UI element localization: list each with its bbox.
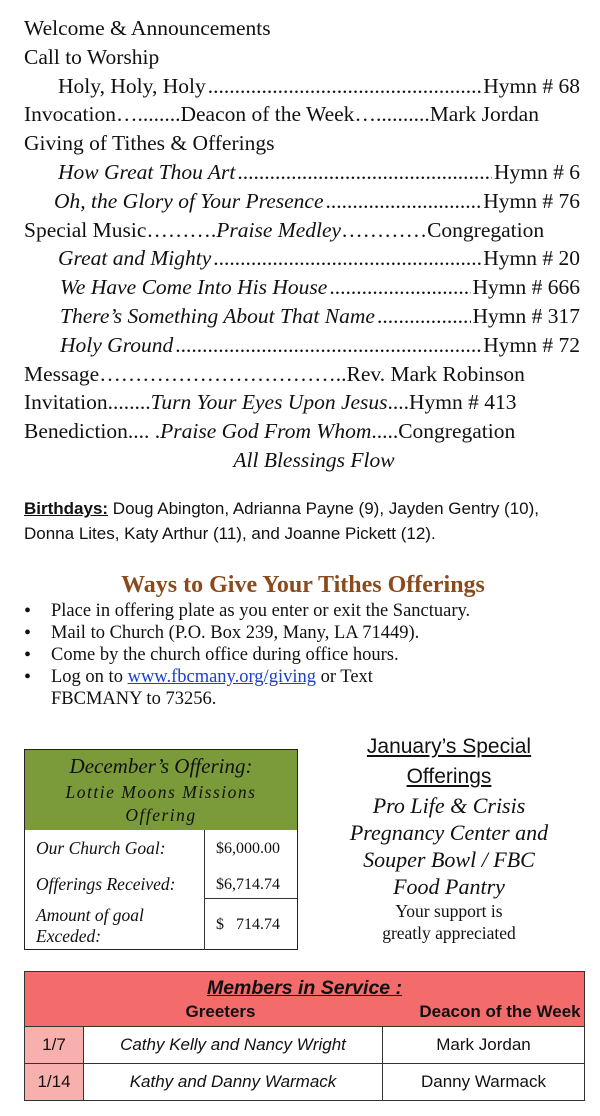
birthdays-label: Birthdays: — [24, 499, 109, 518]
invocation-role: Deacon of the Week — [180, 102, 355, 127]
dot-leader: ….......... — [354, 102, 430, 127]
invocation-person: Mark Jordan — [429, 102, 539, 127]
december-offering-box — [24, 749, 298, 950]
dot-leader: ..... — [371, 419, 399, 444]
special-music-label: Special Music — [24, 217, 147, 242]
list-item: • Place in offering plate as you enter or exit the Sanctuary. — [24, 600, 584, 622]
invitation-title: Turn Your Eyes Upon Jesus — [150, 390, 388, 415]
service-item-welcome — [24, 14, 580, 43]
hymn-number: Hymn # 317 — [472, 303, 580, 328]
service-item-how-great — [24, 158, 580, 187]
invitation-label: Invitation — [24, 390, 108, 415]
message-label: Message — [24, 361, 100, 386]
hymn-title: How Great Thou Art — [58, 159, 236, 184]
service-item-special-music — [24, 216, 580, 245]
dot-leader — [208, 72, 482, 101]
giving-prefix: Log on to — [51, 667, 128, 687]
hymn-number: Hymn # 20 — [483, 246, 580, 271]
dot-leader: …………………………….. — [99, 361, 347, 386]
dot-leader: ………… — [341, 217, 428, 242]
birthdays — [24, 496, 584, 546]
special-music-title: Praise Medley — [216, 217, 342, 242]
date-cell: 1/14 — [25, 1064, 84, 1101]
date-cell: 1/7 — [25, 1027, 84, 1064]
dot-leader: ………. — [146, 217, 217, 242]
list-item: • Come by the church office during office hours. — [24, 644, 584, 666]
column-header-deacon: Deacon of the Week — [419, 1002, 581, 1021]
december-offering-subtitle-1: Lottie Moons Missions — [65, 782, 257, 802]
greeters-cell: Cathy Kelly and Nancy Wright — [84, 1027, 383, 1064]
welcome-label: Welcome & Announcements — [24, 16, 271, 40]
service-item-great-mighty — [24, 244, 580, 273]
dot-leader: .... . — [127, 419, 161, 444]
order-of-service — [24, 14, 580, 475]
december-offering-header — [25, 750, 297, 830]
january-body-3: Souper Bowl / FBC — [363, 847, 535, 872]
giving-suffix: or Text — [315, 667, 373, 687]
dot-leader: .... — [387, 390, 410, 415]
deacon-cell: Mark Jordan — [383, 1027, 585, 1064]
service-item-benediction — [24, 417, 580, 446]
members-title: Members in Service : — [206, 977, 403, 999]
service-item-his-house — [24, 273, 580, 302]
birthdays-names-2: Donna Lites, Katy Arthur (11), and Joanne Pickett (12). — [24, 524, 436, 543]
service-item-message — [24, 360, 580, 389]
hymn-title: Great and Mighty — [58, 246, 212, 271]
dot-leader — [326, 187, 482, 216]
service-item-that-name — [24, 302, 580, 331]
giving-link[interactable]: www.fbcmany.org/giving — [127, 667, 316, 687]
goal-label: Our Church Goal: — [36, 838, 166, 858]
benediction-title-cont: All Blessings Flow — [233, 447, 395, 472]
members-in-service-table — [24, 971, 585, 1101]
message-speaker: Rev. Mark Robinson — [346, 361, 525, 386]
january-body-4: Food Pantry — [393, 874, 505, 899]
december-offering-title: December’s Offering: — [69, 754, 253, 778]
dot-leader — [329, 273, 470, 302]
service-item-holy — [24, 72, 580, 101]
hymn-number: Hymn # 6 — [494, 159, 580, 184]
service-item-call-to-worship — [24, 43, 580, 72]
benediction-label: Benediction — [24, 419, 128, 444]
birthdays-line-1 — [24, 496, 584, 521]
hymn-number: Hymn # 666 — [472, 275, 580, 300]
column-header-greeters: Greeters — [185, 1002, 256, 1021]
goal-value: $6,000.00 — [216, 840, 280, 857]
call-to-worship-label: Call to Worship — [24, 44, 160, 69]
hymn-title: Oh, the Glory of Your Presence — [54, 188, 324, 213]
service-item-giving — [24, 129, 580, 158]
hymn-title: There’s Something About That Name — [60, 303, 375, 328]
deacon-cell: Danny Warmack — [383, 1064, 585, 1101]
invitation-hymn: Hymn # 413 — [409, 390, 517, 415]
january-support-1: Your support is — [395, 901, 503, 921]
exceeded-label — [36, 905, 144, 947]
benediction-performer: Congregation — [398, 419, 516, 444]
january-offerings — [318, 732, 580, 944]
december-offering-subtitle-2: Offering — [125, 805, 197, 825]
birthdays-names-1: Doug Abington, Adrianna Payne (9), Jayden Gentry (10), — [108, 499, 540, 518]
dot-leader — [377, 302, 471, 331]
greeters-cell: Kathy and Danny Warmack — [84, 1064, 383, 1101]
special-music-performer: Congregation — [427, 217, 545, 242]
january-body-2: Pregnancy Center and — [349, 820, 549, 845]
dot-leader: ........ — [107, 390, 151, 415]
members-header — [25, 972, 585, 1027]
service-item-invitation — [24, 388, 580, 417]
january-title-1: January’s Special — [366, 735, 532, 758]
dot-leader — [237, 158, 492, 187]
received-label: Offerings Received: — [36, 874, 176, 894]
list-item — [24, 666, 584, 710]
divider — [204, 898, 297, 899]
ways-to-give-list — [24, 600, 584, 710]
exceeded-value: $ 714.74 — [216, 916, 280, 933]
hymn-title: We Have Come Into His House — [60, 275, 328, 300]
hymn-number: Hymn # 68 — [483, 73, 580, 98]
service-item-glory — [24, 187, 580, 216]
table-row — [25, 1027, 585, 1064]
january-title-2: Offerings — [406, 765, 492, 788]
hymn-number: Hymn # 72 — [483, 332, 580, 357]
ways-to-give-title: Ways to Give Your Tithes Offerings — [121, 572, 485, 598]
giving-text-line: FBCMANY to 73256. — [51, 689, 217, 709]
january-support-2: greatly appreciated — [382, 923, 516, 943]
table-row — [25, 1064, 585, 1101]
service-item-benediction-cont — [24, 446, 580, 475]
divider — [204, 830, 205, 950]
giving-label: Giving of Tithes & Offerings — [24, 131, 275, 156]
dot-leader — [175, 331, 481, 360]
hymn-title: Holy, Holy, Holy — [58, 73, 206, 98]
hymn-number: Hymn # 76 — [483, 188, 580, 213]
benediction-title: Praise God From Whom — [160, 419, 372, 444]
list-item: • Mail to Church (P.O. Box 239, Many, LA 71449). — [24, 622, 584, 644]
service-item-invocation — [24, 100, 580, 129]
january-body-1: Pro Life & Crisis — [372, 793, 526, 818]
dot-leader: …........ — [115, 102, 181, 127]
service-item-holy-ground — [24, 331, 580, 360]
dot-leader — [213, 244, 481, 273]
hymn-title: Holy Ground — [60, 332, 174, 357]
invocation-label: Invocation — [24, 102, 116, 127]
exceeded-label-2: Exceded: — [36, 926, 102, 946]
received-value: $6,714.74 — [216, 876, 280, 893]
members-column-headers — [25, 1001, 584, 1023]
exceeded-label-1: Amount of goal — [36, 905, 144, 925]
